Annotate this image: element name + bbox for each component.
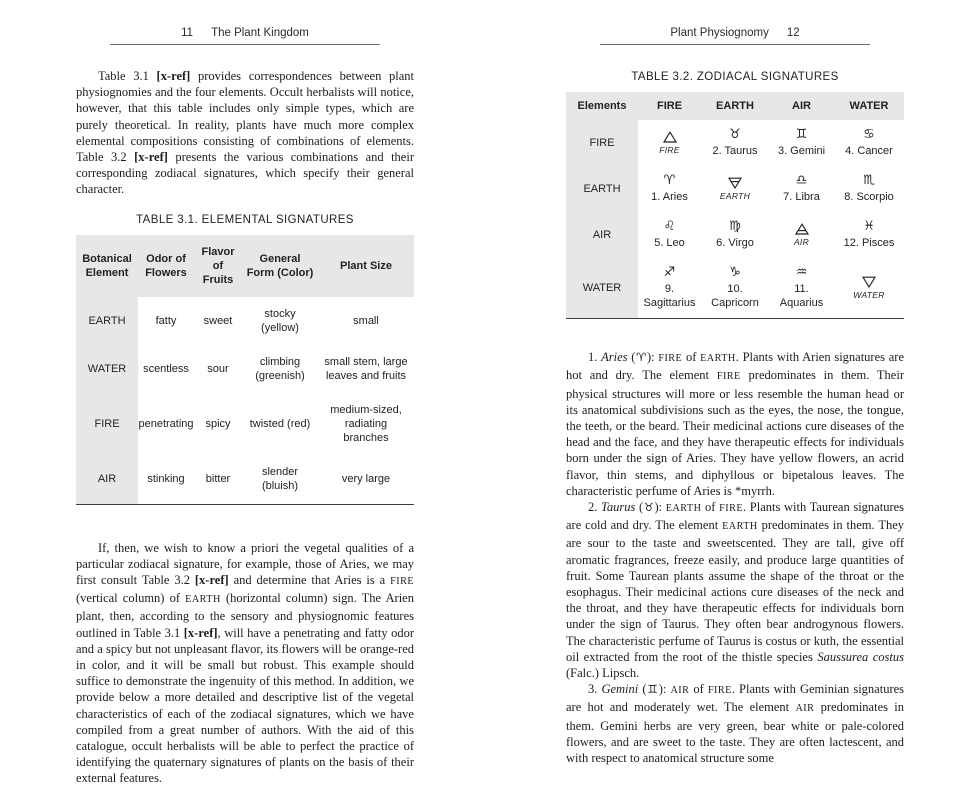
aquarius-zodiac-icon: ♒ xyxy=(795,265,808,281)
text-segment: EARTH xyxy=(185,594,221,606)
text-segment: [x-ref] xyxy=(194,572,229,587)
water-alchemical-icon xyxy=(862,276,876,288)
paragraph-method xyxy=(76,540,414,787)
text-segment: provides correspondences between plant physiognomies and the four elements. Occult herbalists will notice, however, that this table includes only simple types, which are purely theoretical. In reality, plants have much more complex elemental compositions consisting of combinations of elements. Table 3.2 xyxy=(76,69,414,165)
text-segment: FIRE xyxy=(390,575,414,587)
text-segment: ): xyxy=(658,682,671,697)
column-header: FIRE xyxy=(638,92,701,120)
taurus-zodiac-icon: ♉ xyxy=(729,127,741,143)
table-cell: sour xyxy=(207,363,229,376)
aquarius-cell xyxy=(769,258,834,318)
zodiac-glyph-inline: ♊ xyxy=(646,682,659,697)
text-segment: FIRE xyxy=(707,685,732,697)
text-segment: Table 3.1 xyxy=(98,69,157,83)
table-cell: small xyxy=(353,314,379,327)
fire-alchemical-icon xyxy=(663,131,677,143)
column-header: Plant Size xyxy=(318,235,414,297)
taurus-cell xyxy=(701,120,769,166)
zodiac-label: 7. Libra xyxy=(783,191,820,204)
pisces-cell xyxy=(834,212,904,258)
table-cell: stocky (yellow) xyxy=(261,307,299,334)
text-segment: ): xyxy=(646,350,659,365)
text-segment: of xyxy=(689,682,708,697)
zodiac-label: 1. Aries xyxy=(651,191,688,204)
table-cell: bitter xyxy=(205,473,231,486)
text-segment: predominates in them. They are sour to the taste and sweetscented. They are tall, give off aromatic fragrances, freeze easily, and produce large quantities of fruit. Some Taurean plants assume the shape of the throat or the esophagus. Their medicinal actions cure diseases of the neck and the throat, and they have therapeutic effects for individuals born under the sign of Taurus. They often bear androgynous flowers. The characteristic perfume of Taurus is costus or kuth, the essential oil extracted from the root of the thistle species xyxy=(566,518,905,664)
paragraph-gemini xyxy=(566,681,904,766)
row-label: WATER xyxy=(566,258,638,318)
text-segment: Aries xyxy=(601,350,628,365)
text-segment: [x-ref] xyxy=(134,150,168,165)
running-title-right: Plant Physiognomy xyxy=(670,27,769,39)
zodiac-label: 8. Scorpio xyxy=(844,191,894,204)
row-label: AIR xyxy=(566,212,638,258)
text-segment: of xyxy=(682,350,701,365)
virgo-cell xyxy=(701,212,769,258)
column-header: AIR xyxy=(769,92,834,120)
paragraph-intro xyxy=(76,68,414,198)
zodiac-descriptions xyxy=(566,349,904,766)
row-label: FIRE xyxy=(566,120,638,166)
table-cell: twisted (red) xyxy=(249,418,311,431)
libra-zodiac-icon: ♎ xyxy=(795,173,808,189)
page-number-left: 11 xyxy=(181,27,194,39)
text-segment: . Plants with Geminian signatures are hot and moderately wet. The element xyxy=(566,682,905,715)
page-right xyxy=(566,27,904,766)
column-header: EARTH xyxy=(701,92,769,120)
gemini-zodiac-icon: ♊ xyxy=(795,127,808,143)
text-segment: (vertical column) of xyxy=(76,591,186,606)
running-head-right xyxy=(600,27,870,45)
text-segment: 2. xyxy=(588,500,602,515)
row-label: WATER xyxy=(76,345,138,393)
text-segment: predominates in them. Gemini herbs are very green, bear white or pale-colored flowers, and are sweet to the taste. They are often lactescent, and with respect to anatomical structure some xyxy=(566,700,904,766)
row-label: FIRE xyxy=(76,393,138,455)
leo-cell xyxy=(638,212,701,258)
running-head-left xyxy=(110,27,380,45)
table-cell: fatty xyxy=(155,314,177,327)
table-cell: very large xyxy=(341,473,391,486)
zodiac-label: 2. Taurus xyxy=(712,145,758,158)
text-segment: EARTH xyxy=(665,503,702,515)
column-header: General Form (Color) xyxy=(242,235,318,297)
text-segment: Taurus xyxy=(601,500,636,515)
text-segment: Saussurea costus xyxy=(817,649,904,664)
table-3-1-title: TABLE 3.1. ELEMENTAL SIGNATURES xyxy=(136,213,354,226)
zodiac-label: 6. Virgo xyxy=(716,237,754,250)
element-label: WATER xyxy=(853,289,885,300)
table-cell: spicy xyxy=(205,418,231,431)
text-segment: Gemini xyxy=(601,682,639,697)
aries-cell xyxy=(638,166,701,212)
zodiacal-signatures-table xyxy=(566,92,904,319)
aries-zodiac-icon: ♈ xyxy=(663,173,676,189)
water-cell xyxy=(834,258,904,318)
element-label: EARTH xyxy=(719,190,751,201)
gemini-cell xyxy=(769,120,834,166)
text-segment: FIRE xyxy=(716,371,741,383)
zodiac-label: 3. Gemini xyxy=(777,145,826,158)
running-title-left: The Plant Kingdom xyxy=(211,27,309,39)
text-segment: of xyxy=(701,500,720,515)
pisces-zodiac-icon: ♓ xyxy=(863,219,875,235)
text-segment: [x-ref] xyxy=(156,69,191,83)
table-cell: medium-sized, radiating branches xyxy=(330,404,402,445)
column-header: Botanical Element xyxy=(76,235,138,297)
libra-cell xyxy=(769,166,834,212)
table-cell: sweet xyxy=(203,314,233,327)
text-segment: EARTH xyxy=(700,353,736,365)
text-segment: . Plants with Arien signatures are hot and dry. The element xyxy=(566,350,905,383)
table-cell: small stem, large leaves and fruits xyxy=(324,356,408,383)
row-label: AIR xyxy=(76,455,138,503)
column-header: Elements xyxy=(566,92,638,120)
zodiac-label: 4. Cancer xyxy=(845,145,893,158)
capricorn-zodiac-icon: ♑ xyxy=(729,265,741,281)
page-number-right: 12 xyxy=(786,27,800,39)
sagittarius-zodiac-icon: ♐ xyxy=(663,265,676,281)
text-segment: ): xyxy=(654,500,666,515)
capricorn-cell xyxy=(701,258,769,318)
table-3-2-title: TABLE 3.2. ZODIACAL SIGNATURES xyxy=(631,71,839,83)
text-segment: ( xyxy=(627,350,636,365)
column-header: Flavor of Fruits xyxy=(194,235,242,297)
zodiac-label: 9. Sagittarius xyxy=(643,283,696,310)
elemental-signatures-table xyxy=(76,235,414,505)
zodiac-glyph-inline: ♉ xyxy=(643,500,655,515)
text-segment: 3. xyxy=(588,682,602,697)
leo-zodiac-icon: ♌ xyxy=(663,219,676,235)
earth-alchemical-icon xyxy=(728,177,742,189)
air-alchemical-icon xyxy=(795,223,809,235)
table-cell: climbing (greenish) xyxy=(255,356,305,383)
row-label: EARTH xyxy=(566,166,638,212)
text-segment: (horizontal column) sign. The Arien plant, then, according to the sensory and physiognomic features outlined in Table 3.1 xyxy=(76,591,414,640)
scorpio-cell xyxy=(834,166,904,212)
element-label: AIR xyxy=(793,236,810,247)
column-header: WATER xyxy=(834,92,904,120)
text-segment: FIRE xyxy=(719,503,743,515)
text-segment: EARTH xyxy=(722,521,758,533)
virgo-zodiac-icon: ♍ xyxy=(729,219,741,235)
text-segment: (Falc.) Lipsch. xyxy=(566,666,640,681)
text-segment: AIR xyxy=(670,685,690,697)
row-label: EARTH xyxy=(76,297,138,345)
text-segment: ( xyxy=(635,500,644,515)
text-segment: [x-ref] xyxy=(183,625,218,640)
zodiac-label: 10. Capricorn xyxy=(711,283,759,310)
text-segment: If, then, we wish to know a priori the vegetal qualities of a particular zodiacal signature, for example, those of Aries, we may first consult Table 3.2 xyxy=(76,540,414,587)
text-segment: , will have a penetrating and fatty odor and a spicy but not unpleasant flavor, its flowers will be orange-red in color, and it will be small but robust. This example should suffice to demonstrate the ingenuity of this method. In addition, we provide below a more detailed and descriptive list of the vegetal characteristics of each of the zodiacal signatures, which we have compiled from a great number of authors. With the aid of this catalogue, occult herbalists will be able to perfect the practice of identifying the quaternary signatures of plants on the basis of their external features. xyxy=(76,625,415,786)
element-label: FIRE xyxy=(659,144,680,155)
zodiac-label: 5. Leo xyxy=(654,237,685,250)
zodiac-label: 12. Pisces xyxy=(843,237,895,250)
text-segment: FIRE xyxy=(658,353,683,365)
text-segment: . Plants with Taurean signatures are cold and dry. The element xyxy=(566,500,905,533)
paragraph-aries xyxy=(566,349,904,499)
earth-cell xyxy=(701,166,769,212)
table-cell: stinking xyxy=(147,473,185,486)
cancer-zodiac-icon: ♋ xyxy=(863,127,875,143)
cancer-cell xyxy=(834,120,904,166)
zodiac-glyph-inline: ♈ xyxy=(635,350,647,365)
sagittarius-cell xyxy=(638,258,701,318)
text-segment: 1. xyxy=(588,350,602,365)
text-segment: AIR xyxy=(795,703,815,715)
column-header: Odor of Flowers xyxy=(138,235,194,297)
text-segment: and determine that Aries is a xyxy=(228,572,391,587)
paragraph-taurus xyxy=(566,499,904,681)
air-cell xyxy=(769,212,834,258)
text-segment: predominates in them. Their physical structures will more or less resemble the human head or its anatomical subdivisions such as the eyes, the nose, the tongue, the teeth, or the beard. Their medicinal actions cure diseases of the head and the face, and they have therapeutic effects for individuals born under the sign of Aries. They have yellow flowers, an acrid flavor, thin stems, and diphyllous or bipetalous leaves. The characteristic perfume of Aries is *myrrh. xyxy=(566,368,904,498)
text-segment: presents the various combinations and their corresponding zodiacal signatures, which specify their general character. xyxy=(76,150,414,197)
table-cell: slender (bluish) xyxy=(261,466,299,493)
text-segment: ( xyxy=(638,682,647,697)
page-left xyxy=(76,27,414,787)
scorpio-zodiac-icon: ♏ xyxy=(863,173,875,189)
table-cell: scentless xyxy=(143,363,189,376)
table-cell: penetrating xyxy=(138,418,194,431)
fire-cell xyxy=(638,120,701,166)
zodiac-label: 11. Aquarius xyxy=(779,283,824,310)
